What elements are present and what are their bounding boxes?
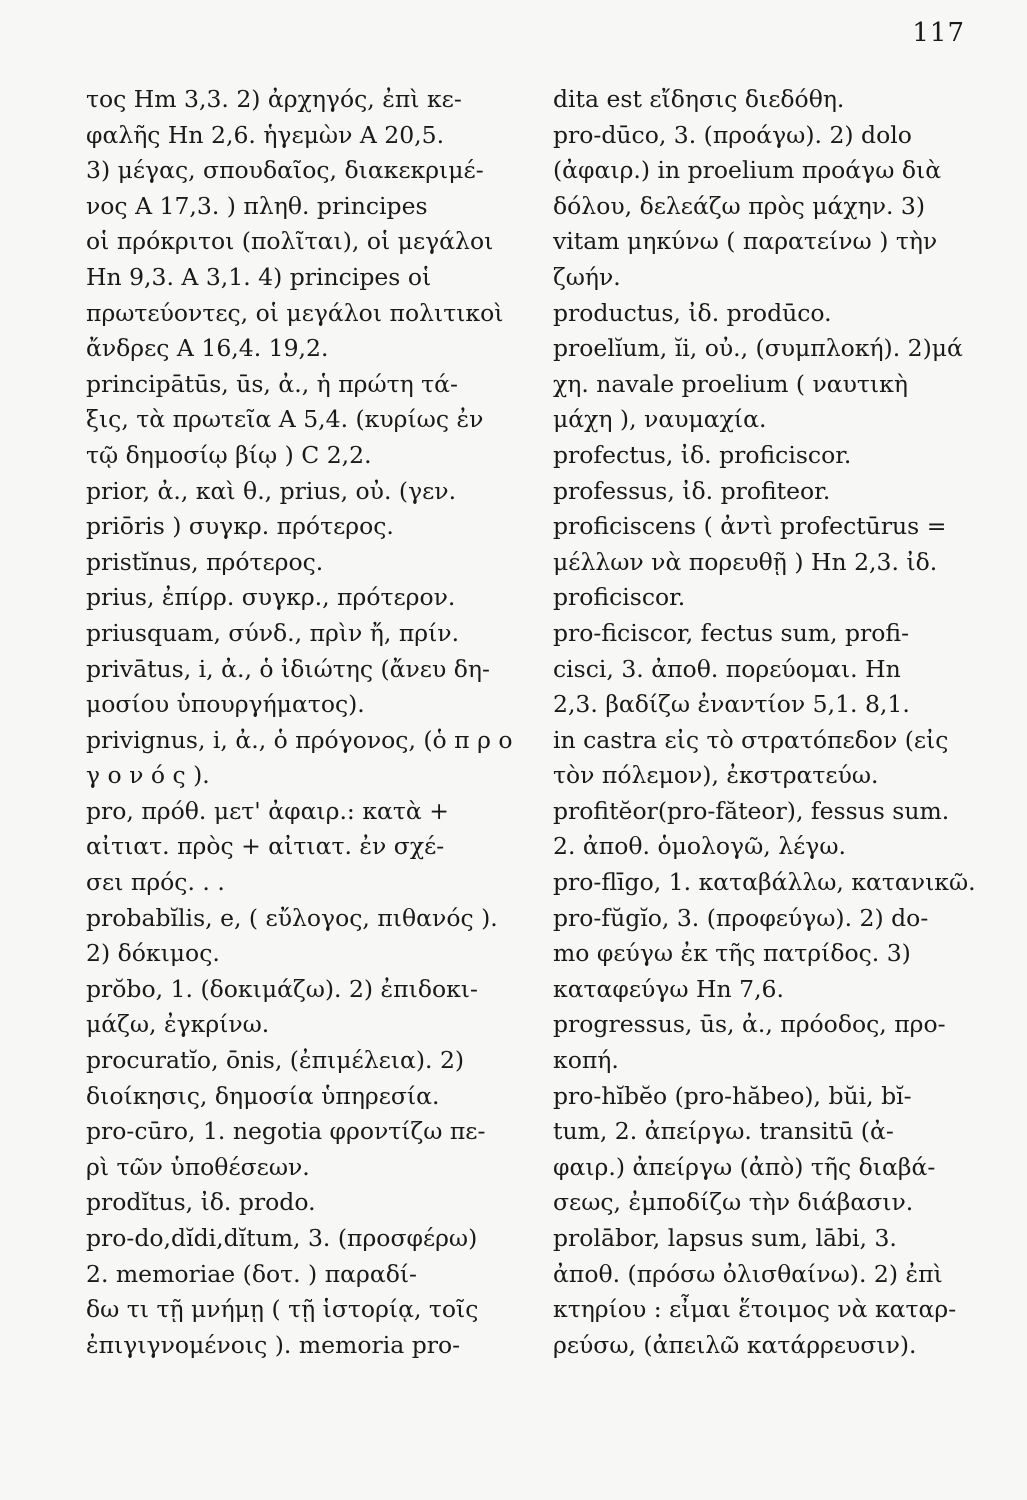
- dictionary-line: proficiscens ( ἀντὶ profectūrus =: [553, 512, 947, 541]
- dictionary-line: χη. navale proelium ( ναυτικὴ: [553, 369, 908, 398]
- dictionary-line: διοίκησις, δημοσία ὑπηρεσία.: [86, 1081, 440, 1110]
- dictionary-line: δω τι τῇ μνήμῃ ( τῇ ἱστορίᾳ, τοῖς: [86, 1295, 479, 1324]
- dictionary-line: in castra εἰς τὸ στρατόπεδον (εἰς: [553, 725, 949, 754]
- dictionary-line: 3) μέγας, σπουδαῖος, διακεκριμέ-: [86, 156, 484, 185]
- dictionary-line: tum, 2. ἀπείργω. transitū (ἀ-: [553, 1117, 894, 1146]
- dictionary-line: probabĭlis, e, ( εὔλογος, πιθανός ).: [86, 903, 498, 932]
- dictionary-line: αἰτιατ. πρὸς + αἰτιατ. ἐν σχέ-: [86, 832, 445, 861]
- dictionary-line: privātus, i, ἀ., ὁ ἰδιώτης (ἄνευ δη-: [86, 654, 490, 683]
- dictionary-line: prius, ἐπίρρ. συγκρ., πρότερον.: [86, 583, 456, 612]
- dictionary-line: prolābor, lapsus sum, lābi, 3.: [553, 1224, 897, 1252]
- dictionary-line: privignus, i, ἀ., ὁ πρόγονος, (ὁ π ρ ο: [86, 725, 513, 754]
- dictionary-line: Hn 9,3. A 3,1. 4) principes οἱ: [86, 262, 432, 291]
- dictionary-line: pro-dūco, 3. (προάγω). 2) dolo: [553, 120, 912, 149]
- dictionary-line: δόλου, δελεάζω πρὸς μάχην. 3): [553, 191, 926, 220]
- dictionary-line: μοσίου ὑπουργήματος).: [86, 690, 365, 719]
- left-column: [86, 82, 516, 1363]
- dictionary-line: νος A 17,3. ) πληθ. principes: [86, 191, 428, 220]
- dictionary-line: pro, πρόθ. μετ' ἀφαιρ.: κατὰ +: [86, 796, 449, 825]
- dictionary-line: ἐπιγιγνομένοις ). memoria pro-: [86, 1330, 461, 1359]
- dictionary-line: principātūs, ūs, ἀ., ἡ πρώτη τά-: [86, 369, 458, 398]
- dictionary-line: pro-fŭgĭo, 3. (προφεύγω). 2) do-: [553, 903, 929, 932]
- dictionary-line: 2. ἀποθ. ὁμολογῶ, λέγω.: [553, 832, 846, 861]
- right-column: [553, 82, 993, 1363]
- dictionary-line: prior, ἀ., καὶ θ., prius, οὐ. (γεν.: [86, 476, 457, 505]
- dictionary-line: vitam μηκύνω ( παρατείνω ) τὴν: [553, 227, 938, 256]
- dictionary-line: ρεύσω, (ἀπειλῶ κατάρρευσιν).: [553, 1330, 917, 1359]
- dictionary-line: 2. memoriae (δοτ. ) παραδί-: [86, 1259, 417, 1288]
- dictionary-line: τῷ δημοσίῳ βίῳ ) C 2,2.: [86, 440, 372, 469]
- dictionary-line: proficiscor.: [553, 583, 686, 612]
- dictionary-line: γ ο ν ό ς ).: [86, 761, 210, 790]
- dictionary-line: productus, ἰδ. prodūco.: [553, 298, 832, 327]
- dictionary-line: ξις, τὰ πρωτεῖα A 5,4. (κυρίως ἐν: [86, 405, 484, 434]
- dictionary-line: priōris ) συγκρ. πρότερος.: [86, 512, 394, 541]
- dictionary-line: pristĭnus, πρότερος.: [86, 547, 324, 576]
- dictionary-line: φαιρ.) ἀπείργω (ἀπὸ) τῆς διαβά-: [553, 1152, 936, 1181]
- dictionary-line: (ἀφαιρ.) in proelium προάγω διὰ: [553, 156, 942, 185]
- dictionary-line: φαλῆς Hn 2,6. ἡγεμὼν A 20,5.: [86, 120, 445, 149]
- dictionary-line: 2) δόκιμος.: [86, 939, 220, 968]
- dictionary-line: cisci, 3. ἀποθ. πορεύομαι. Hn: [553, 654, 901, 683]
- dictionary-line: τος Hm 3,3. 2) ἀρχηγός, ἐπὶ κε-: [86, 85, 462, 113]
- dictionary-line: pro-ficiscor, fectus sum, profi-: [553, 618, 910, 647]
- dictionary-line: ρὶ τῶν ὑποθέσεων.: [86, 1152, 310, 1181]
- dictionary-line: prodĭtus, ἰδ. prodo.: [86, 1188, 316, 1217]
- dictionary-line: priusquam, σύνδ., πρὶν ἤ, πρίν.: [86, 618, 460, 647]
- dictionary-line: κοπή.: [553, 1046, 619, 1075]
- dictionary-line: σεως, ἐμποδίζω τὴν διάβασιν.: [553, 1188, 914, 1217]
- dictionary-line: professus, ἰδ. profiteor.: [553, 476, 831, 505]
- dictionary-line: τὸν πόλεμον), ἐκστρατεύω.: [553, 761, 879, 790]
- dictionary-line: μέλλων νὰ πορευθῇ ) Hn 2,3. ἰδ.: [553, 547, 938, 576]
- dictionary-line: πρωτεύοντες, οἱ μεγάλοι πολιτικοὶ: [86, 298, 504, 327]
- dictionary-line: progressus, ūs, ἀ., πρόοδος, προ-: [553, 1010, 946, 1039]
- dictionary-line: mo φεύγω ἐκ τῆς πατρίδος. 3): [553, 939, 911, 968]
- dictionary-line: ζωήν.: [553, 262, 621, 291]
- dictionary-line: prŏbo, 1. (δοκιμάζω). 2) ἐπιδοκι-: [86, 974, 478, 1003]
- dictionary-line: pro-do,dĭdi,dĭtum, 3. (προσφέρω): [86, 1224, 478, 1252]
- dictionary-line: proelĭum, ĭi, οὐ., (συμπλοκή). 2)μά: [553, 334, 963, 363]
- dictionary-line: μάχη ), ναυμαχία.: [553, 405, 767, 434]
- dictionary-line: profitĕor(pro-fătеor), fessus sum.: [553, 796, 950, 825]
- dictionary-line: ἀποθ. (πρόσω ὀλισθαίνω). 2) ἐπὶ: [553, 1259, 943, 1288]
- dictionary-line: ἄνδρες A 16,4. 19,2.: [86, 334, 329, 363]
- dictionary-line: οἱ πρόκριτοι (πολῖται), οἱ μεγάλοι: [86, 227, 494, 256]
- dictionary-line: dita est εἴδησις διεδόθη.: [553, 85, 845, 113]
- dictionary-line: κτηρίου : εἶμαι ἕτοιμος νὰ καταρ-: [553, 1295, 957, 1324]
- dictionary-line: 2,3. βαδίζω ἐναντίον 5,1. 8,1.: [553, 690, 910, 719]
- dictionary-line: καταφεύγω Hn 7,6.: [553, 974, 784, 1003]
- dictionary-line: pro-flīgo, 1. καταβάλλω, κατανικῶ.: [553, 868, 976, 897]
- dictionary-line: procuratĭo, ōnis, (ἐπιμέλεια). 2): [86, 1046, 465, 1075]
- page-number: 117: [912, 18, 965, 48]
- dictionary-line: σει πρός. . .: [86, 868, 225, 897]
- dictionary-line: pro-hĭbĕo (pro-hăbeo), bŭi, bĭ-: [553, 1081, 912, 1110]
- dictionary-line: profectus, ἰδ. proficiscor.: [553, 440, 852, 469]
- dictionary-line: pro-cūro, 1. negotia φροντίζω πε-: [86, 1117, 486, 1146]
- dictionary-line: μάζω, ἐγκρίνω.: [86, 1010, 270, 1039]
